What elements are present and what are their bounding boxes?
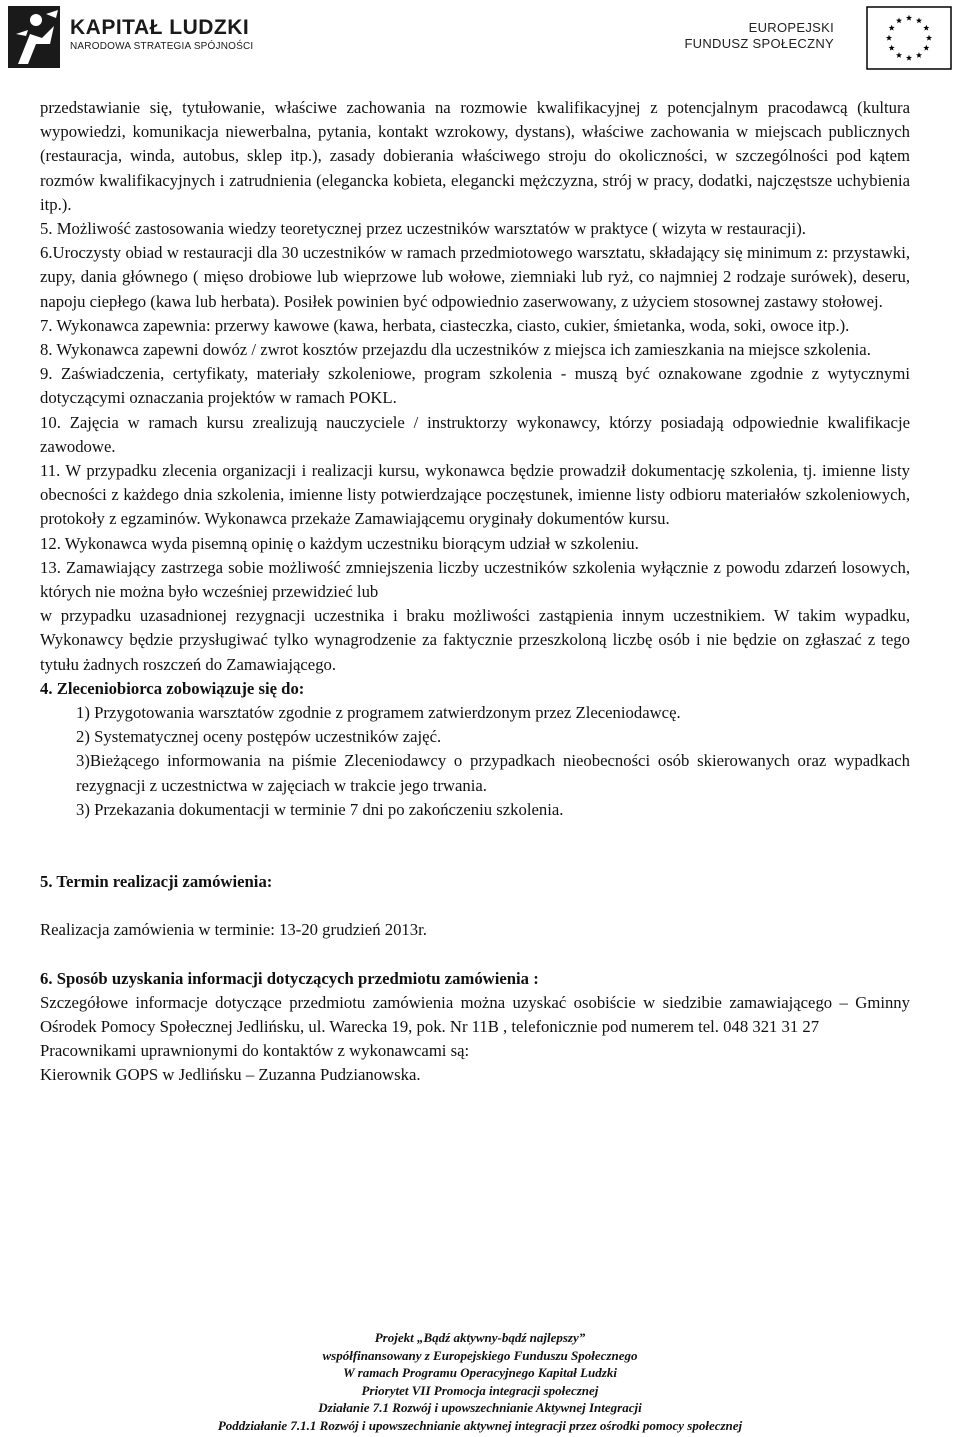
item-8: 8. Wykonawca zapewni dowóz / zwrot kosztów przejazdu dla uczestników z miejsca ich zamieszkania na miejsce szkolenia. <box>40 340 871 360</box>
section-5-heading: 5. Termin realizacji zamówienia: <box>40 872 273 892</box>
footer-line: współfinansowany z Europejskiego Funduszu Społecznego <box>322 1347 638 1363</box>
efs-wordmark <box>684 20 834 52</box>
kapital-ludzki-logo-icon <box>6 4 66 74</box>
footer-line: Projekt „Bądź aktywny-bądź najlepszy” <box>374 1330 586 1345</box>
eu-flag-icon <box>866 6 952 70</box>
section-4-heading: 4. Zleceniobiorca zobowiązuje się do: <box>40 678 305 698</box>
page-header <box>0 0 960 90</box>
section-4-item: 3) Przekazania dokumentacji w terminie 7 dni po zakończeniu szkolenia. <box>76 799 564 819</box>
item-5: 5. Możliwość zastosowania wiedzy teoretycznej przez uczestników warsztatów w praktyce ( wizyta w restauracji). <box>40 219 806 239</box>
footer-line: Poddziałanie 7.1.1 Rozwój i upowszechnianie aktywnej integracji przez ośrodki pomocy społecznej <box>217 1417 743 1433</box>
spacer <box>40 943 910 967</box>
efs-line2: FUNDUSZ SPOŁECZNY <box>684 36 834 51</box>
efs-line1: EUROPEJSKI <box>748 20 834 35</box>
item-13-part-a: 13. Zamawiający zastrzega sobie możliwość zmniejszenia liczby uczestników szkolenia wyłącznie z powodu zdarzeń losowych, których nie można było wcześniej przewidzieć lub <box>40 557 910 602</box>
spacer <box>40 822 910 870</box>
footer-line: Priorytet VII Promocja integracji społecznej <box>361 1382 599 1398</box>
footer-line: Działanie 7.1 Rozwój i upowszechnianie Aktywnej Integracji <box>318 1400 642 1415</box>
item-10: 10. Zajęcia w ramach kursu zrealizują nauczyciele / instruktorzy wykonawcy, którzy posiadają odpowiednie kwalifikacje zawodowe. <box>40 412 910 456</box>
kapital-ludzki-wordmark <box>70 16 253 53</box>
document-body <box>40 96 910 1088</box>
section-6-contacts-label: Pracownikami uprawnionymi do kontaktów z wykonawcami są: <box>40 1041 470 1061</box>
section-4-item: 1) Przygotowania warsztatów zgodnie z programem zatwierdzonym przez Zleceniodawcę. <box>76 703 681 723</box>
logo-subtitle: NARODOWA STRATEGIA SPÓJNOŚCI <box>70 41 254 52</box>
section-6-contact: Kierownik GOPS w Jedlińsku – Zuzanna Pudzianowska. <box>40 1065 421 1085</box>
section-6-text: Szczegółowe informacje dotyczące przedmiotu zamówienia można uzyskać osobiście w siedzibie zamawiającego – Gminny Ośrodek Pomocy Społecznej Jedlińsku, ul. Warecka 19, pok. Nr 11B , telefonicznie pod numerem tel. 048 321 31 27 <box>40 992 910 1036</box>
item-7: 7. Wykonawca zapewnia: przerwy kawowe (kawa, herbata, ciasteczka, ciasto, cukier, śmietanka, woda, soki, owoce itp.). <box>40 315 850 335</box>
item-6: 6.Uroczysty obiad w restauracji dla 30 uczestników w ramach przedmiotowego warsztatu, składający się minimum z: przystawki, zupy, dania głównego ( mięso drobiowe lub wieprzowe lub wołowe, ziemniaki lub ryż, co najmniej 2 rodzaje surówek), deseru, napoju ciepłego (kawa lub herbata). Posiłek powinien być odpowiednio zaserwowany, z użyciem stosownej zastawy stołowej. <box>40 243 910 311</box>
spacer <box>40 894 910 918</box>
item-12: 12. Wykonawca wyda pisemną opinię o każdym uczestniku biorącym udział w szkoleniu. <box>40 533 639 553</box>
section-5-text: Realizacja zamówienia w terminie: 13-20 grudzień 2013r. <box>40 920 427 940</box>
paragraph-intro: przedstawianie się, tytułowanie, właściwe zachowania na rozmowie kwalifikacyjnej z potencjalnym pracodawcą (kultura wypowiedzi, komunikacja niewerbalna, pytania, kontakt wzrokowy, dystans), właściwe zachowania w miejscach publicznych (restauracja, winda, autobus, sklep itp.), zasady dobierania właściwego stroju do okoliczności, w szczególności pod kątem rozmów kwalifikacyjnych i zatrudnienia (elegancka kobieta, elegancki mężczyzna, strój w pracy, dodatki, najczęstsze uchybienia itp.). <box>40 98 910 214</box>
section-4-item: 2) Systematycznej oceny postępów uczestników zajęć. <box>76 727 442 747</box>
logo-title: KAPITAŁ LUDZKI <box>70 16 250 39</box>
item-11: 11. W przypadku zlecenia organizacji i realizacji kursu, wykonawca będzie prowadził dokumentację szkolenia, tj. imienne listy obecności z każdego dnia szkolenia, imienne listy potwierdzające poczęstunek, imienne listy odbioru materiałów szkoleniowych, protokoły z egzaminów. Wykonawca przekaże Zamawiającemu oryginały dokumentów kursu. <box>40 461 910 529</box>
section-4-item: 3)Bieżącego informowania na piśmie Zleceniodawcy o przypadkach nieobecności osób skierowanych oraz wypadkach rezygnacji z uczestnictwa w zajęciach w trakcie jego trwania. <box>76 751 910 795</box>
item-9: 9. Zaświadczenia, certyfikaty, materiały szkoleniowe, program szkolenia - muszą być oznakowane zgodnie z wytycznymi dotyczącymi oznaczania projektów w ramach POKL. <box>40 364 910 408</box>
footer-line: W ramach Programu Operacyjnego Kapitał Ludzki <box>343 1365 617 1380</box>
item-13-part-b: w przypadku uzasadnionej rezygnacji uczestnika i braku możliwości zastąpienia innym uczestnikiem. W takim wypadku, Wykonawcy będzie przysługiwać tylko wynagrodzenie za faktycznie przeszkoloną liczbę osób i nie będzie on zgłaszać z tego tytułu żadnych roszczeń do Zamawiającego. <box>40 606 910 674</box>
section-6-heading: 6. Sposób uzyskania informacji dotyczących przedmiotu zamówienia : <box>40 968 539 988</box>
page-footer <box>0 1329 960 1434</box>
